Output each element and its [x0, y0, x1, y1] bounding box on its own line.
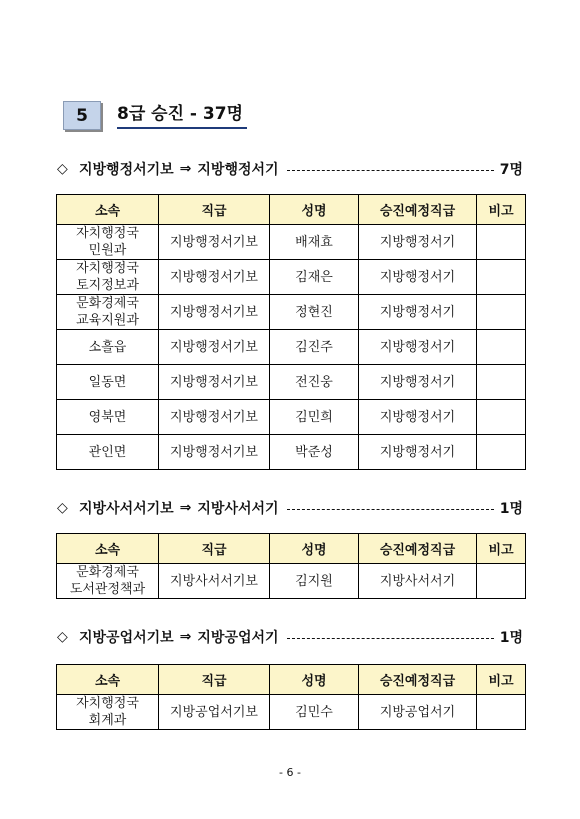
table-row: [57, 695, 526, 730]
cell-note: [477, 400, 526, 435]
cell-name: 김재은: [270, 260, 359, 295]
header-target-rank: 승진예정직급: [359, 195, 477, 225]
table-header-row: [57, 534, 526, 564]
leader-dashes: [287, 638, 494, 639]
header-dept: 소속: [57, 195, 159, 225]
cell-dept: 일동면: [57, 365, 159, 400]
table-row: [57, 564, 526, 599]
cell-target-rank: 지방사서서기: [359, 564, 477, 599]
group-heading-2: [57, 627, 523, 647]
cell-target-rank: 지방행정서기: [359, 365, 477, 400]
cell-rank: 지방행정서기보: [159, 295, 270, 330]
group-count: 1명: [499, 501, 523, 517]
header-name: 성명: [270, 195, 359, 225]
header-target-rank: 승진예정직급: [359, 534, 477, 564]
cell-dept: 문화경제국 교육지원과: [57, 295, 159, 330]
table-row: [57, 225, 526, 260]
section-number: 5: [76, 105, 88, 126]
group-from-rank: 지방사서서기보: [79, 501, 174, 517]
header-rank: 직급: [159, 665, 270, 695]
table-body: [57, 695, 526, 730]
table-row: [57, 400, 526, 435]
cell-dept: 문화경제국 도서관정책과: [57, 564, 159, 599]
header-name: 성명: [270, 534, 359, 564]
arrow-icon: ⇒: [179, 629, 192, 645]
cell-dept: 소흘읍: [57, 330, 159, 365]
cell-note: [477, 695, 526, 730]
cell-rank: 지방사서서기보: [159, 564, 270, 599]
header-name: 성명: [270, 665, 359, 695]
cell-note: [477, 295, 526, 330]
table-row: [57, 260, 526, 295]
cell-note: [477, 564, 526, 599]
cell-note: [477, 435, 526, 470]
cell-name: 김지원: [270, 564, 359, 599]
cell-target-rank: 지방행정서기: [359, 260, 477, 295]
cell-dept: 자치행정국 민원과: [57, 225, 159, 260]
cell-name: 김민희: [270, 400, 359, 435]
promotion-table-0: [56, 194, 526, 470]
arrow-icon: ⇒: [179, 161, 192, 177]
group-count: 7명: [499, 162, 523, 178]
cell-name: 정현진: [270, 295, 359, 330]
cell-target-rank: 지방행정서기: [359, 225, 477, 260]
group-from-rank: 지방행정서기보: [79, 162, 174, 178]
table-header-row: [57, 665, 526, 695]
cell-name: 박준성: [270, 435, 359, 470]
cell-name: 전진웅: [270, 365, 359, 400]
cell-name: 김진주: [270, 330, 359, 365]
group-to-rank: 지방공업서기: [197, 630, 279, 646]
group-to-rank: 지방행정서기: [197, 162, 279, 178]
table-header-row: [57, 195, 526, 225]
group-from-rank: 지방공업서기보: [79, 630, 174, 646]
promotion-table-2: [56, 664, 526, 730]
header-note: 비고: [477, 195, 526, 225]
cell-name: 배재효: [270, 225, 359, 260]
header-note: 비고: [477, 534, 526, 564]
cell-dept: 영북면: [57, 400, 159, 435]
cell-dept: 자치행정국 회계과: [57, 695, 159, 730]
cell-target-rank: 지방행정서기: [359, 295, 477, 330]
table-body: [57, 225, 526, 470]
cell-rank: 지방공업서기보: [159, 695, 270, 730]
diamond-bullet-icon: ◇: [57, 161, 68, 177]
cell-rank: 지방행정서기보: [159, 435, 270, 470]
diamond-bullet-icon: ◇: [57, 629, 68, 645]
header-dept: 소속: [57, 665, 159, 695]
cell-rank: 지방행정서기보: [159, 225, 270, 260]
cell-note: [477, 330, 526, 365]
cell-rank: 지방행정서기보: [159, 330, 270, 365]
cell-target-rank: 지방공업서기: [359, 695, 477, 730]
table-row: [57, 365, 526, 400]
group-count: 1명: [499, 630, 523, 646]
cell-name: 김민수: [270, 695, 359, 730]
leader-dashes: [287, 170, 494, 171]
cell-target-rank: 지방행정서기: [359, 400, 477, 435]
cell-dept: 자치행정국 토지정보과: [57, 260, 159, 295]
group-heading-0: [57, 159, 523, 179]
section-number-box: [63, 101, 101, 130]
cell-target-rank: 지방행정서기: [359, 435, 477, 470]
leader-dashes: [287, 509, 494, 510]
header-rank: 직급: [159, 534, 270, 564]
table-body: [57, 564, 526, 599]
table-row: [57, 295, 526, 330]
cell-note: [477, 225, 526, 260]
group-to-rank: 지방사서서기: [197, 501, 279, 517]
header-note: 비고: [477, 665, 526, 695]
table-row: [57, 330, 526, 365]
cell-target-rank: 지방행정서기: [359, 330, 477, 365]
cell-rank: 지방행정서기보: [159, 400, 270, 435]
page-number: - 6 -: [279, 766, 301, 779]
diamond-bullet-icon: ◇: [57, 500, 68, 516]
table-row: [57, 435, 526, 470]
header-target-rank: 승진예정직급: [359, 665, 477, 695]
arrow-icon: ⇒: [179, 500, 192, 516]
promotion-table-1: [56, 533, 526, 599]
group-heading-1: [57, 498, 523, 518]
cell-dept: 관인면: [57, 435, 159, 470]
cell-note: [477, 260, 526, 295]
header-dept: 소속: [57, 534, 159, 564]
header-rank: 직급: [159, 195, 270, 225]
cell-note: [477, 365, 526, 400]
cell-rank: 지방행정서기보: [159, 365, 270, 400]
section-title: 8급 승진 - 37명: [117, 101, 247, 129]
cell-rank: 지방행정서기보: [159, 260, 270, 295]
